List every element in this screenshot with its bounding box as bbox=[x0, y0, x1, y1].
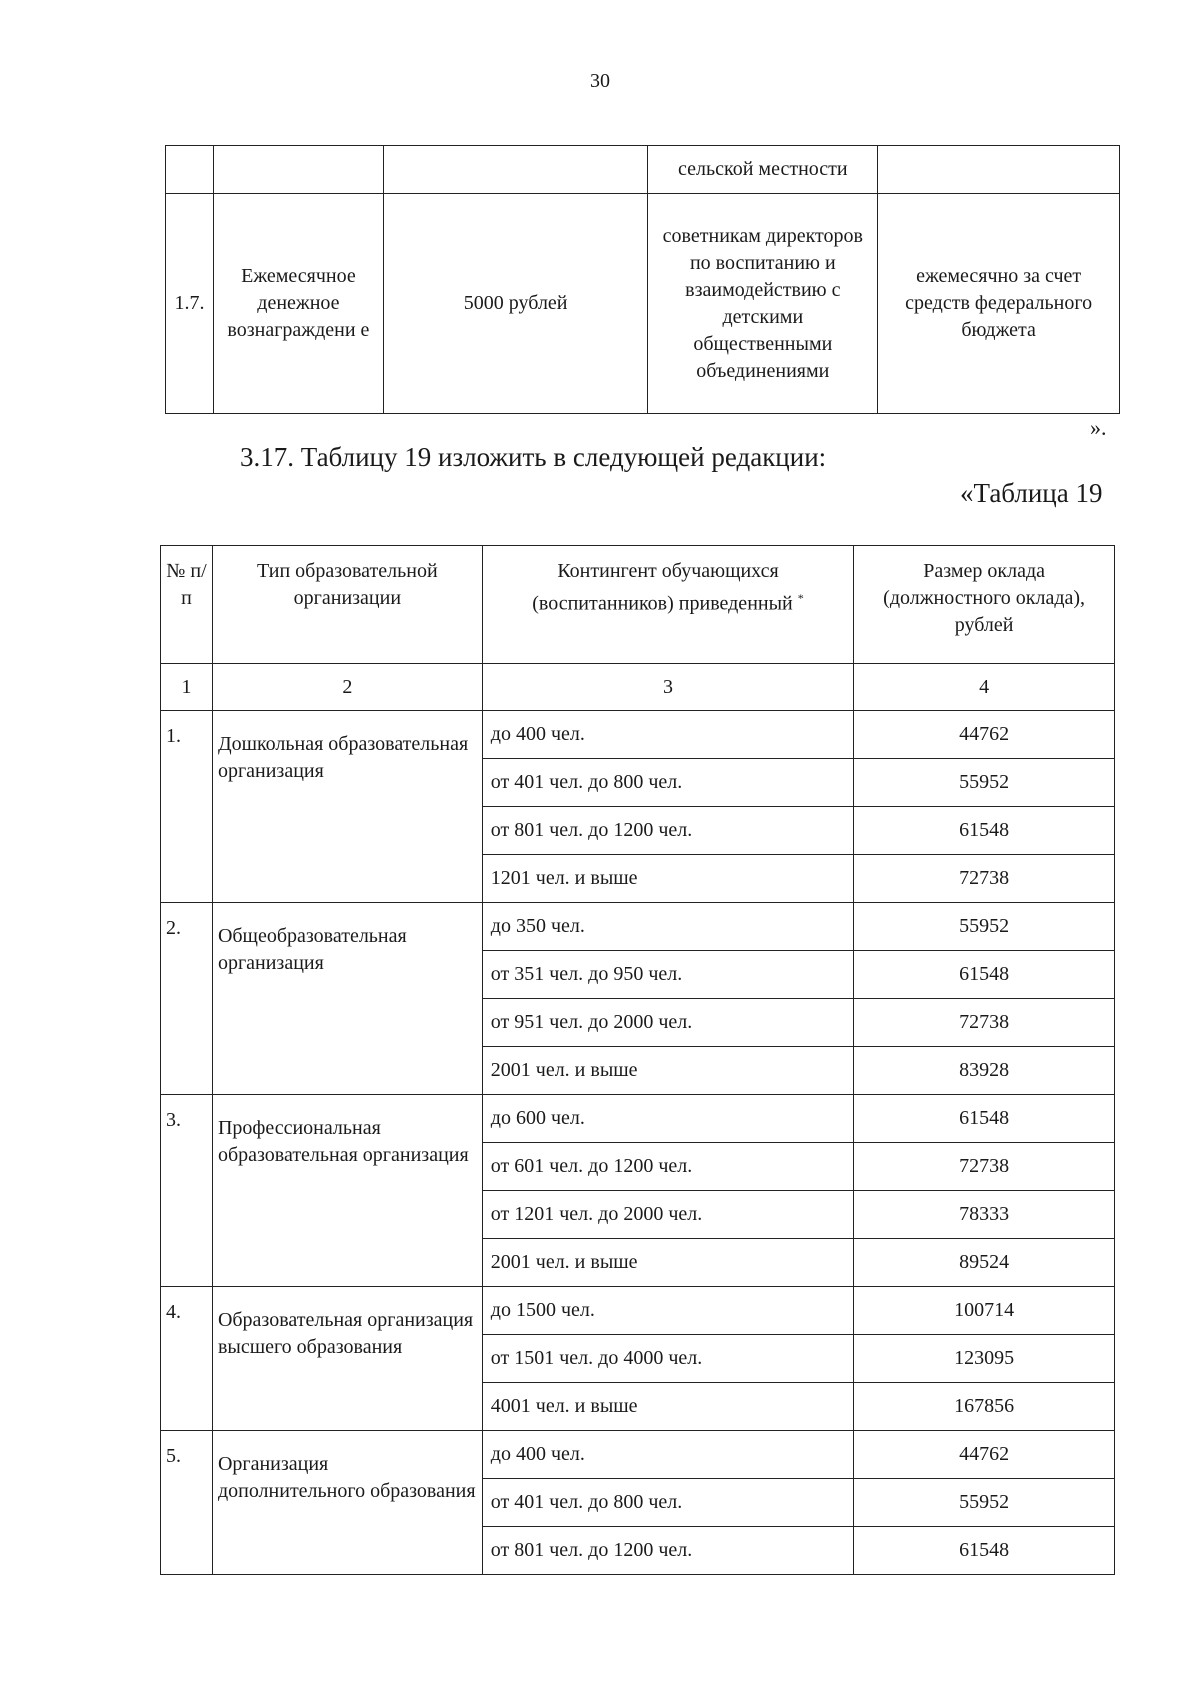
contingent-cell: 2001 чел. и выше bbox=[482, 1047, 853, 1095]
table-row bbox=[161, 711, 1115, 759]
group-number: 2. bbox=[161, 903, 213, 1095]
amendment-paragraph: 3.17. Таблицу 19 изложить в следующей редакции: bbox=[240, 442, 827, 472]
contingent-cell: от 351 чел. до 950 чел. bbox=[482, 951, 853, 999]
group-number: 5. bbox=[161, 1431, 213, 1575]
organization-type: Общеобразовательная организация bbox=[212, 903, 482, 1095]
header-contingent-text: Контингент обучающихся (воспитанников) приведенный bbox=[532, 560, 793, 615]
table-row bbox=[161, 903, 1115, 951]
top-table-fragment bbox=[165, 145, 1120, 414]
salary-cell: 72738 bbox=[854, 1143, 1115, 1191]
contingent-cell: до 350 чел. bbox=[482, 903, 853, 951]
group-number: 1. bbox=[161, 711, 213, 903]
salary-cell: 78333 bbox=[854, 1191, 1115, 1239]
header-type: Тип образовательной организации bbox=[212, 546, 482, 664]
footnote-mark: * bbox=[797, 591, 804, 605]
payment-amount: 5000 рублей bbox=[383, 194, 648, 414]
contingent-cell: от 601 чел. до 1200 чел. bbox=[482, 1143, 853, 1191]
header-number: № п/п bbox=[161, 546, 213, 664]
contingent-cell: 1201 чел. и выше bbox=[482, 855, 853, 903]
salary-cell: 55952 bbox=[854, 1479, 1115, 1527]
organization-type: Дошкольная образовательная организация bbox=[212, 711, 482, 903]
contingent-cell: 4001 чел. и выше bbox=[482, 1383, 853, 1431]
salary-cell: 61548 bbox=[854, 951, 1115, 999]
table-row bbox=[166, 194, 1120, 414]
payment-funding: ежемесячно за счет средств федерального бюджета bbox=[878, 194, 1120, 414]
contingent-cell: от 401 чел. до 800 чел. bbox=[482, 759, 853, 807]
contingent-cell: от 401 чел. до 800 чел. bbox=[482, 1479, 853, 1527]
salary-cell: 72738 bbox=[854, 999, 1115, 1047]
page-number: 30 bbox=[590, 70, 610, 92]
salary-cell: 61548 bbox=[854, 807, 1115, 855]
salary-cell: 55952 bbox=[854, 759, 1115, 807]
contingent-cell: от 801 чел. до 1200 чел. bbox=[482, 1527, 853, 1575]
recipient-cell: сельской местности bbox=[648, 146, 878, 194]
contingent-cell: до 400 чел. bbox=[482, 1431, 853, 1479]
group-number: 3. bbox=[161, 1095, 213, 1287]
table-row bbox=[161, 1095, 1115, 1143]
row-number: 1.7. bbox=[166, 194, 214, 414]
group-number: 4. bbox=[161, 1287, 213, 1431]
salary-cell: 100714 bbox=[854, 1287, 1115, 1335]
salary-cell: 72738 bbox=[854, 855, 1115, 903]
table-row bbox=[161, 1287, 1115, 1335]
payment-recipients: советникам директоров по воспитанию и взаимодействию с детскими общественными объединениями bbox=[648, 194, 878, 414]
salary-cell: 61548 bbox=[854, 1095, 1115, 1143]
table-label: «Таблица 19 bbox=[960, 478, 1103, 508]
table-row bbox=[161, 1431, 1115, 1479]
contingent-cell: до 600 чел. bbox=[482, 1095, 853, 1143]
salary-cell: 44762 bbox=[854, 1431, 1115, 1479]
contingent-cell: от 1201 чел. до 2000 чел. bbox=[482, 1191, 853, 1239]
salary-cell: 55952 bbox=[854, 903, 1115, 951]
column-index: 4 bbox=[854, 664, 1115, 711]
salary-cell: 44762 bbox=[854, 711, 1115, 759]
header-contingent bbox=[482, 546, 853, 664]
organization-type: Профессиональная образовательная организация bbox=[212, 1095, 482, 1287]
column-index: 1 bbox=[161, 664, 213, 711]
column-index: 2 bbox=[212, 664, 482, 711]
salary-cell: 83928 bbox=[854, 1047, 1115, 1095]
contingent-cell: от 1501 чел. до 4000 чел. bbox=[482, 1335, 853, 1383]
payment-type: Ежемесячное денежное вознаграждени е bbox=[213, 194, 383, 414]
salary-cell: 61548 bbox=[854, 1527, 1115, 1575]
header-row bbox=[161, 546, 1115, 664]
contingent-cell: до 400 чел. bbox=[482, 711, 853, 759]
column-index: 3 bbox=[482, 664, 853, 711]
header-salary: Размер оклада (должностного оклада), рублей bbox=[854, 546, 1115, 664]
contingent-cell: от 951 чел. до 2000 чел. bbox=[482, 999, 853, 1047]
contingent-cell: 2001 чел. и выше bbox=[482, 1239, 853, 1287]
closing-quote: ». bbox=[1090, 415, 1107, 440]
organization-type: Образовательная организация высшего образования bbox=[212, 1287, 482, 1431]
column-index-row bbox=[161, 664, 1115, 711]
table-row bbox=[166, 146, 1120, 194]
salary-cell: 123095 bbox=[854, 1335, 1115, 1383]
organization-type: Организация дополнительного образования bbox=[212, 1431, 482, 1575]
salary-table bbox=[160, 545, 1115, 1575]
contingent-cell: от 801 чел. до 1200 чел. bbox=[482, 807, 853, 855]
contingent-cell: до 1500 чел. bbox=[482, 1287, 853, 1335]
salary-cell: 167856 bbox=[854, 1383, 1115, 1431]
salary-cell: 89524 bbox=[854, 1239, 1115, 1287]
